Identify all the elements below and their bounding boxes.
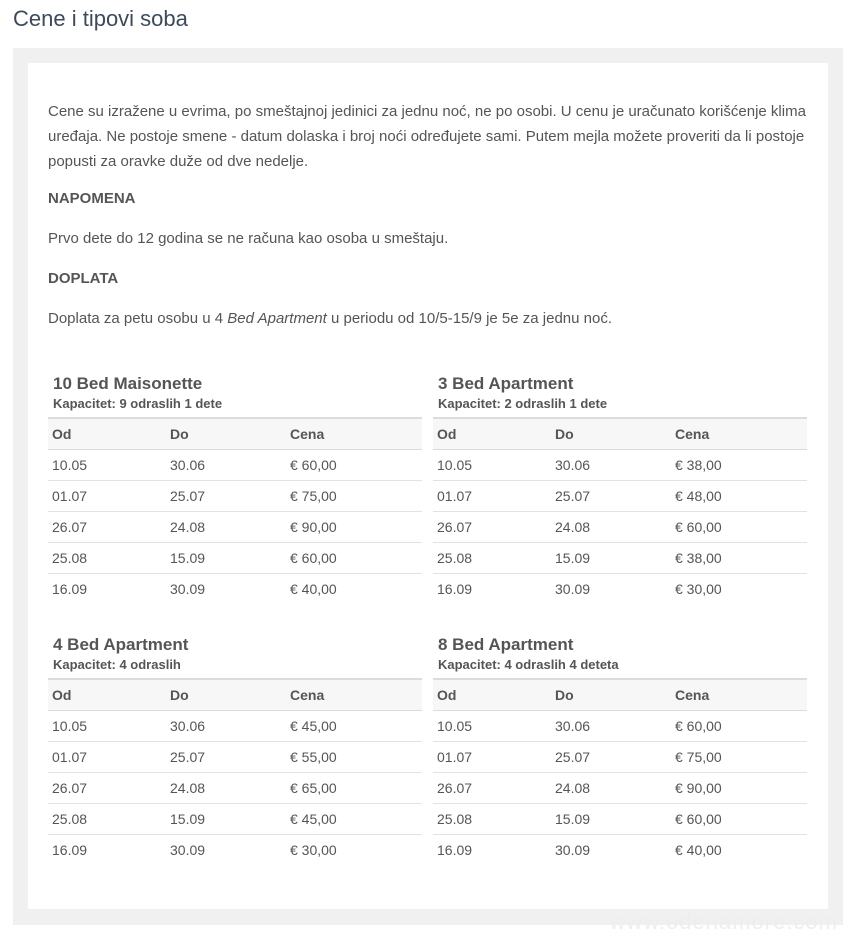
table-row bbox=[48, 773, 422, 804]
intro-text: Cene su izražene u evrima, po smeštajnoj jedinici za jednu noć, ne po osobi. U cenu je uračunato korišćenje klima uređaja. Ne postoje smene - datum dolaska i broj noći određujete sami. Putem mejla možete proveriti da li postoje popusti za oravke duže od dve nedelje. bbox=[48, 103, 806, 170]
cell-price: € 60,00 bbox=[671, 512, 807, 543]
cell-from: 25.08 bbox=[48, 543, 166, 574]
watermark: www.odenamore.com bbox=[609, 909, 838, 934]
table-row bbox=[433, 835, 807, 866]
cell-price: € 60,00 bbox=[286, 450, 422, 481]
cell-from: 26.07 bbox=[48, 512, 166, 543]
table-row bbox=[48, 512, 422, 543]
surcharge-text bbox=[48, 310, 612, 327]
cell-to: 30.06 bbox=[166, 450, 286, 481]
cell-from: 01.07 bbox=[433, 481, 551, 512]
table-row bbox=[433, 512, 807, 543]
cell-price: € 90,00 bbox=[286, 512, 422, 543]
table-row bbox=[48, 450, 422, 481]
column-header-from: Od bbox=[433, 679, 551, 711]
room-title: 4 Bed Apartment bbox=[53, 635, 189, 654]
surcharge-text-before: Doplata za petu osobu u 4 bbox=[48, 310, 228, 327]
cell-to: 30.09 bbox=[170, 842, 206, 858]
column-header-price: Cena bbox=[671, 679, 807, 711]
cell-to: 24.08 bbox=[166, 512, 286, 543]
cell-from: 01.07 bbox=[48, 742, 166, 773]
cell-to: 25.07 bbox=[551, 481, 671, 512]
column-header-price: Cena bbox=[671, 418, 807, 450]
cell-from: 10.05 bbox=[48, 450, 166, 481]
surcharge-text-emphasis: Bed Apartment bbox=[227, 310, 327, 327]
column-header-from: Od bbox=[48, 418, 166, 450]
cell-price: € 75,00 bbox=[286, 481, 422, 512]
cell-price: € 30,00 bbox=[290, 842, 337, 858]
cell-price: € 90,00 bbox=[671, 773, 807, 804]
price-table-header bbox=[48, 679, 422, 711]
table-row bbox=[48, 742, 422, 773]
price-table bbox=[433, 678, 807, 865]
cell-price: € 45,00 bbox=[286, 804, 422, 835]
table-row bbox=[48, 835, 422, 866]
surcharge-heading: DOPLATA bbox=[48, 270, 119, 287]
table-row bbox=[48, 574, 422, 605]
cell-from: 26.07 bbox=[48, 773, 166, 804]
cell-price: € 55,00 bbox=[286, 742, 422, 773]
cell-to: 24.08 bbox=[166, 773, 286, 804]
cell-to: 15.09 bbox=[166, 543, 286, 574]
price-table-header bbox=[433, 679, 807, 711]
cell-from: 10.05 bbox=[433, 711, 551, 742]
cell-to: 30.06 bbox=[551, 450, 671, 481]
room-capacity: Kapacitet: 2 odraslih 1 dete bbox=[438, 396, 608, 411]
price-table-header bbox=[433, 418, 807, 450]
cell-price: € 60,00 bbox=[671, 711, 807, 742]
cell-from: 16.09 bbox=[437, 581, 473, 597]
cell-price: € 38,00 bbox=[671, 543, 807, 574]
column-header-to: Do bbox=[551, 418, 671, 450]
column-header-to: Do bbox=[166, 679, 286, 711]
table-row bbox=[48, 804, 422, 835]
cell-to: 25.07 bbox=[166, 742, 286, 773]
table-row bbox=[433, 450, 807, 481]
cell-price: € 65,00 bbox=[286, 773, 422, 804]
cell-to: 30.06 bbox=[551, 711, 671, 742]
cell-from: 16.09 bbox=[52, 842, 88, 858]
cell-to: 24.08 bbox=[551, 512, 671, 543]
cell-from: 25.08 bbox=[433, 543, 551, 574]
cell-price: € 40,00 bbox=[675, 842, 722, 858]
table-row bbox=[48, 481, 422, 512]
column-header-from: Od bbox=[48, 679, 166, 711]
room-title: 8 Bed Apartment bbox=[438, 635, 574, 654]
cell-from: 25.08 bbox=[433, 804, 551, 835]
column-header-to: Do bbox=[551, 679, 671, 711]
room-capacity: Kapacitet: 9 odraslih 1 dete bbox=[53, 396, 223, 411]
cell-to: 15.09 bbox=[166, 804, 286, 835]
cell-to: 25.07 bbox=[551, 742, 671, 773]
room-capacity: Kapacitet: 4 odraslih 4 deteta bbox=[438, 657, 619, 672]
cell-to: 15.09 bbox=[551, 543, 671, 574]
table-row bbox=[433, 711, 807, 742]
cell-to: 15.09 bbox=[551, 804, 671, 835]
content-panel bbox=[28, 63, 828, 909]
table-row bbox=[433, 773, 807, 804]
cell-to: 30.09 bbox=[555, 842, 591, 858]
table-row bbox=[433, 804, 807, 835]
cell-price: € 48,00 bbox=[671, 481, 807, 512]
room-title: 3 Bed Apartment bbox=[438, 374, 574, 393]
cell-price: € 60,00 bbox=[286, 543, 422, 574]
cell-to: 30.09 bbox=[555, 581, 591, 597]
price-table-header bbox=[48, 418, 422, 450]
note-heading: NAPOMENA bbox=[48, 190, 136, 207]
price-table bbox=[48, 417, 422, 604]
room-card bbox=[48, 373, 422, 604]
cell-price: € 40,00 bbox=[290, 581, 337, 597]
column-header-price: Cena bbox=[286, 418, 422, 450]
cell-from: 10.05 bbox=[433, 450, 551, 481]
cell-from: 01.07 bbox=[48, 481, 166, 512]
surcharge-text-after: u periodu od 10/5-15/9 je 5e za jednu noć. bbox=[326, 310, 613, 327]
column-header-price: Cena bbox=[286, 679, 422, 711]
room-card bbox=[48, 634, 422, 865]
cell-from: 16.09 bbox=[437, 842, 473, 858]
cell-to: 30.06 bbox=[166, 711, 286, 742]
cell-price: € 38,00 bbox=[671, 450, 807, 481]
cell-from: 01.07 bbox=[433, 742, 551, 773]
column-header-from: Od bbox=[433, 418, 551, 450]
cell-price: € 60,00 bbox=[671, 804, 807, 835]
table-row bbox=[433, 481, 807, 512]
cell-from: 16.09 bbox=[52, 581, 88, 597]
column-header-to: Do bbox=[166, 418, 286, 450]
price-table bbox=[433, 417, 807, 604]
cell-price: € 30,00 bbox=[675, 581, 722, 597]
cell-price: € 45,00 bbox=[286, 711, 422, 742]
table-row bbox=[433, 742, 807, 773]
table-row bbox=[48, 543, 422, 574]
table-row bbox=[48, 711, 422, 742]
room-capacity: Kapacitet: 4 odraslih bbox=[53, 657, 181, 672]
page-title: Cene i tipovi soba bbox=[13, 6, 188, 31]
table-row bbox=[433, 574, 807, 605]
table-row bbox=[433, 543, 807, 574]
cell-from: 26.07 bbox=[433, 773, 551, 804]
price-table bbox=[48, 678, 422, 865]
room-card bbox=[433, 634, 807, 865]
cell-to: 30.09 bbox=[170, 581, 206, 597]
cell-to: 24.08 bbox=[551, 773, 671, 804]
cell-price: € 75,00 bbox=[671, 742, 807, 773]
content-frame bbox=[13, 48, 843, 925]
note-text: Prvo dete do 12 godina se ne računa kao osoba u smeštaju. bbox=[48, 230, 449, 247]
cell-to: 25.07 bbox=[166, 481, 286, 512]
cell-from: 10.05 bbox=[48, 711, 166, 742]
cell-from: 26.07 bbox=[433, 512, 551, 543]
room-card bbox=[433, 373, 807, 604]
room-title: 10 Bed Maisonette bbox=[53, 374, 203, 393]
cell-from: 25.08 bbox=[48, 804, 166, 835]
